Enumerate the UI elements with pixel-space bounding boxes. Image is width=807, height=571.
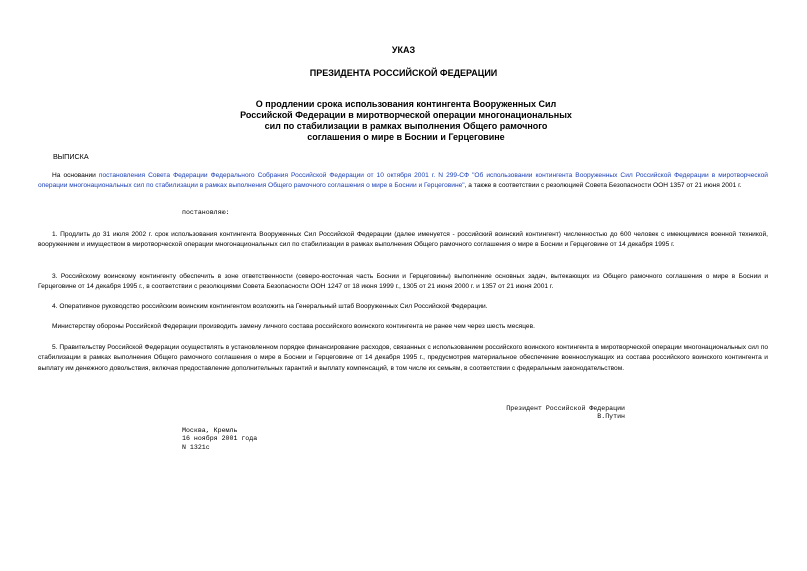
signature-block (480, 405, 625, 422)
title-line: соглашения о мире в Боснии и Герцеговине (307, 132, 505, 142)
issuer-heading: ПРЕЗИДЕНТА РОССИЙСКОЙ ФЕДЕРАЦИИ (309, 68, 498, 78)
paragraph-5: 5. Правительству Российской Федерации осуществлять в установленном порядке финансирование расходов, связанных с использованием российского воинского контингента в миротворческой операции многонациональных сил по стабилизации в рамках выполнения Общего рамочного соглашения о мире в Боснии и Герцеговине от 14 декабря 1995 г., предусмотрев материальное обеспечение военнослужащих из состава российского воинского контингента и выплату им денежного довольствия, включая предоставление дополнительных гарантий и выплату компенсаций, в том числе их семьям, в соответствии с федеральным законодательством. (38, 344, 768, 372)
decree-number: N 1321с (182, 443, 210, 451)
place-date-block (182, 427, 257, 452)
document-title (238, 99, 574, 143)
title-line: Российской Федерации в миротворческой операции многонациональных (240, 110, 572, 120)
title-line: сил по стабилизации в рамках выполнения Общего рамочного (264, 121, 548, 131)
resolution-link[interactable]: постановления Совета Федерации Федерального Собрания Российской Федерации от 10 октября 2001 г. N 299-СФ "Об использовании контингента Вооруженных Сил Российской Федерации в миротворческой операции многонациональных сил по стабилизации в рамках выполнения Общего рамочного соглашения о мире в Боснии и Герцеговине" (38, 172, 768, 190)
paragraph-1: 1. Продлить до 31 июля 2002 г. срок использования контингента Вооруженных Сил Российской Федерации (далее именуется - российский воинский контингент) численностью до 600 человек с имеющимися военной техникой, вооружением и имуществом в миротворческой операции многонациональных сил по стабилизации в рамках выполнения Общего рамочного соглашения о мире в Боснии и Герцеговине от 14 декабря 1995 г. (38, 231, 768, 249)
title-line: О продлении срока использования контингента Вооруженных Сил (255, 99, 557, 109)
intro-paragraph (38, 171, 768, 192)
intro-text-before: На основании (52, 172, 99, 179)
paragraph-4: 4. Оперативное руководство российским воинским контингентом возложить на Генеральный штаб Вооруженных Сил Российской Федерации. (52, 303, 488, 310)
paragraph-3: 3. Российскому воинскому контингенту обеспечить в зоне ответственности (северо-восточная часть Боснии и Герцеговины) выполнение основных задач, вытекающих из Общего рамочного соглашения о мире в Боснии и Герцеговине от 14 декабря 1995 г., в соответствии с резолюциями Совета Безопасности ООН 1247 от 18 июня 1999 г., 1305 от 21 июня 2000 г. и 1357 от 21 июня 2001 г. (38, 273, 768, 291)
signer-name: В.Путин (597, 413, 625, 421)
decree-word: постановляю: (182, 209, 230, 216)
extract-label: ВЫПИСКА (53, 152, 89, 161)
signer-position: Президент Российской Федерации (506, 405, 625, 412)
decree-heading: УКАЗ (391, 45, 416, 55)
paragraph-ministry: Министерству обороны Российской Федерации производить замену личного состава российского воинского контингента не ранее чем через шесть месяцев. (52, 323, 535, 330)
intro-text-after: , а также в соответствии с резолюцией Совета Безопасности ООН 1357 от 21 июня 2001 г. (464, 182, 742, 190)
signing-place: Москва, Кремль (182, 427, 238, 434)
signing-date: 16 ноября 2001 года (182, 435, 258, 443)
